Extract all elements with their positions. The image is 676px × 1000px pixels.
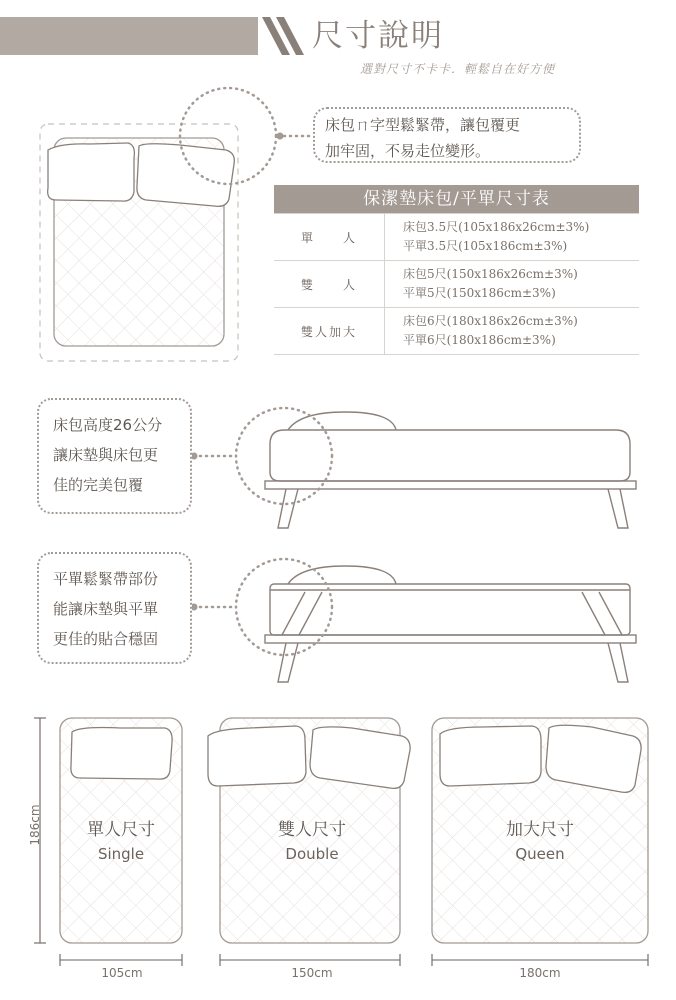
table-row xyxy=(274,261,639,308)
callout-line: 能讓床墊與平單 xyxy=(53,600,159,618)
table-row xyxy=(274,308,639,355)
label-zh: 單人尺寸 xyxy=(87,820,155,840)
label-en: Double xyxy=(285,845,339,863)
callout-fitted-band xyxy=(313,107,581,163)
row-flat: 平單6尺(180x186cm±3%) xyxy=(403,333,556,347)
row-name: 雙人加大 xyxy=(274,308,385,354)
bed-side-view-fitted xyxy=(265,412,636,528)
row-flat: 平單3.5尺(105x186cm±3%) xyxy=(403,239,568,253)
callout-line: 讓床墊與床包更 xyxy=(53,446,159,464)
label-double xyxy=(212,818,412,866)
callout-line: 加牢固，不易走位變形。 xyxy=(325,142,491,160)
table-row xyxy=(274,214,639,261)
dimension-single-width: 105cm xyxy=(101,966,143,980)
bed-side-view-flat xyxy=(265,566,636,682)
row-flat: 平單5尺(150x186cm±3%) xyxy=(403,286,556,300)
zoom-circle-3 xyxy=(236,559,332,655)
row-fitted: 床包3.5尺(105x186x26cm±3%) xyxy=(403,220,590,234)
dimension-length: 186cm xyxy=(28,804,42,846)
callout-line: 平單鬆緊帶部份 xyxy=(53,570,159,588)
row-fitted: 床包5尺(150x186x26cm±3%) xyxy=(403,267,578,281)
header-slash-icon xyxy=(262,17,304,55)
label-queen xyxy=(432,818,648,866)
row-name: 單 人 xyxy=(274,214,385,260)
dimension-double-width: 150cm xyxy=(291,966,333,980)
size-table xyxy=(274,185,639,355)
row-name: 雙 人 xyxy=(274,261,385,307)
header-bar xyxy=(0,17,258,55)
label-en: Single xyxy=(97,845,145,863)
label-zh: 雙人尺寸 xyxy=(278,820,346,840)
callout-line: 床包高度26公分 xyxy=(53,416,163,434)
page-title: 尺寸說明 xyxy=(312,18,444,54)
size-table-title: 保潔墊床包/平單尺寸表 xyxy=(274,185,639,213)
label-en: Queen xyxy=(515,845,565,863)
label-zh: 加大尺寸 xyxy=(506,820,574,840)
callout-flat-band xyxy=(37,552,192,664)
label-single xyxy=(60,818,182,866)
callout-height xyxy=(37,398,192,514)
callout-line: 更佳的貼合穩固 xyxy=(53,630,159,648)
callout-line: 床包ㄇ字型鬆緊帶，讓包覆更 xyxy=(325,116,521,134)
page-subtitle: 選對尺寸不卡卡．輕鬆自在好方便 xyxy=(360,62,556,76)
dimension-queen-width: 180cm xyxy=(519,966,561,980)
row-fitted: 床包6尺(180x186x26cm±3%) xyxy=(403,314,578,328)
bed-top-view xyxy=(40,124,238,361)
callout-line: 佳的完美包覆 xyxy=(53,476,144,494)
